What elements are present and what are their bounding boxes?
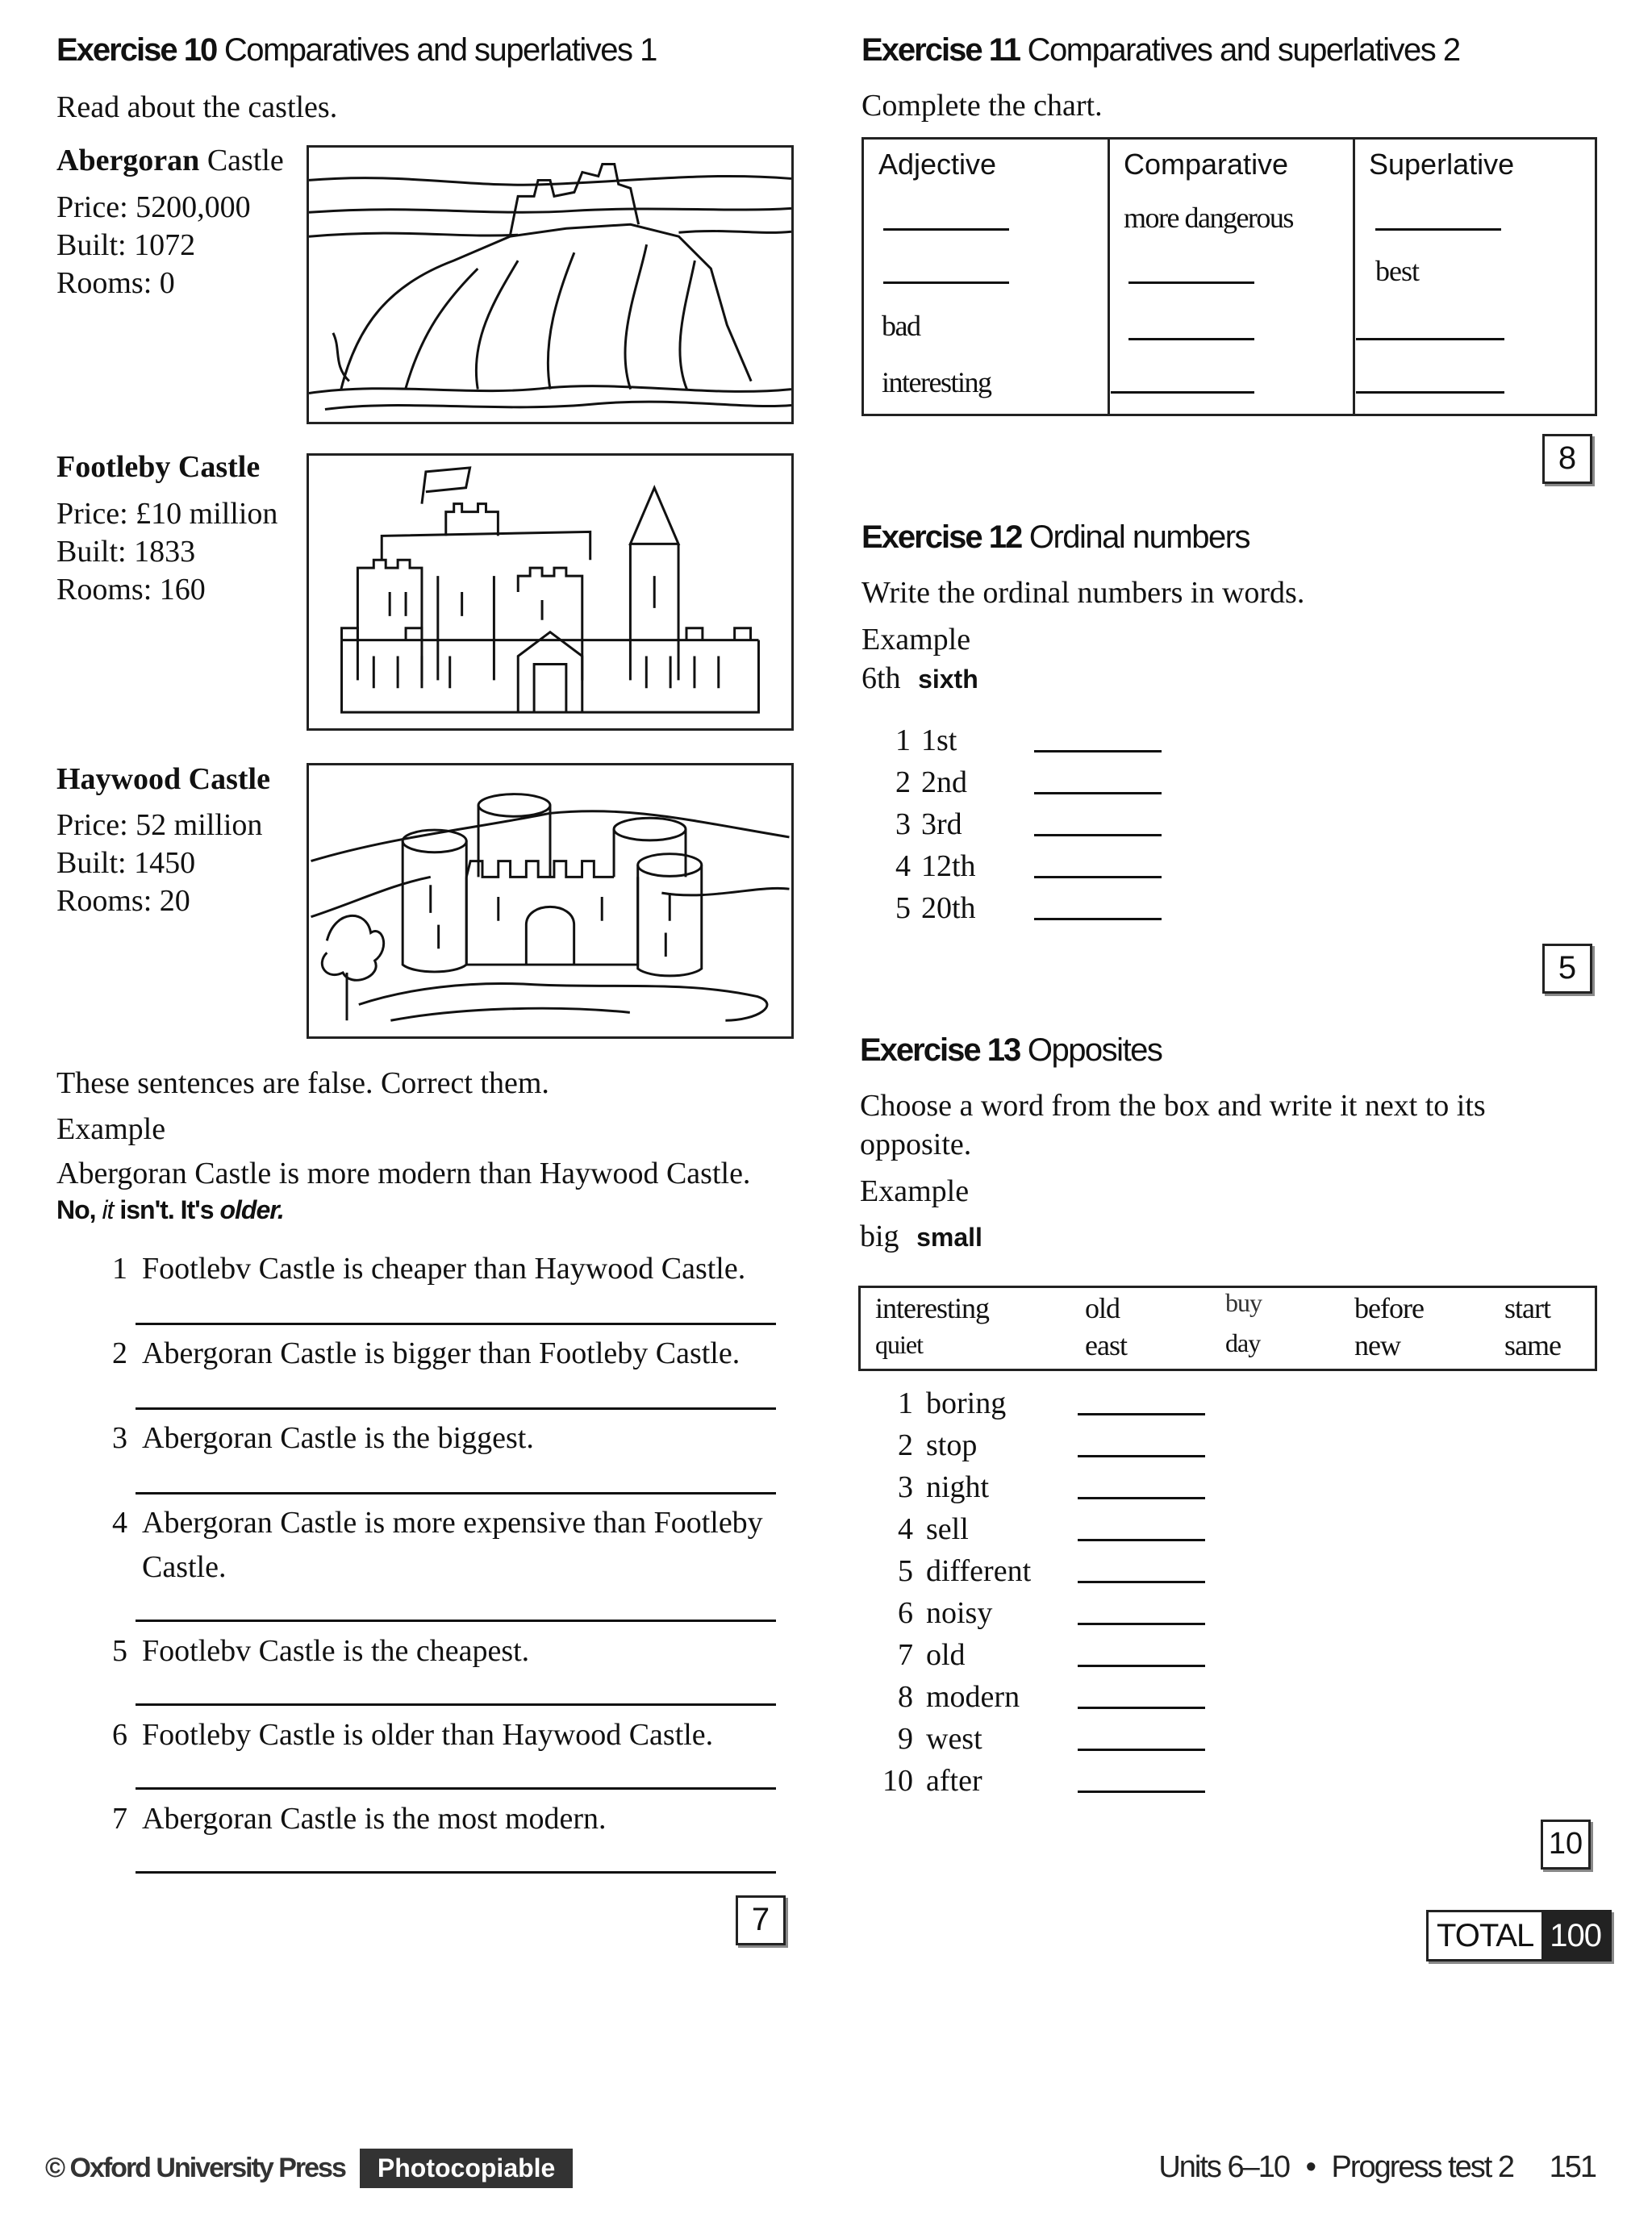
ex10-heading [56,32,657,69]
castle-1-price: Price: 5200,000 [56,190,251,224]
ex13-title: Opposites [1027,1032,1162,1068]
ex12-item-3 [895,807,1010,842]
ex13-item-10 [873,1763,982,1799]
item-text: Footleby Castle is older than Haywood Castle. [142,1718,714,1752]
item-text: Footlebv Castle is cheaper than Haywood Castle. [142,1252,746,1286]
ex13-instruction-line-2: opposite. [860,1128,972,1161]
ex13-answer-line-3[interactable] [1078,1497,1205,1499]
chart-blank[interactable] [1128,281,1254,284]
ex11-number: Exercise 11 [861,32,1020,68]
ex10-score-box: 7 [736,1895,786,1945]
castle-2-price: Price: £10 million [56,497,278,531]
ex13-item-4 [881,1511,969,1547]
item-number: 5 [112,1634,127,1668]
castle-3-rooms: Rooms: 20 [56,884,190,918]
total-value: 100 [1541,1912,1609,1959]
chart-cell: best [1375,255,1419,287]
ex10-answer-line-5[interactable] [136,1703,776,1706]
item-text: sell [926,1512,969,1546]
castle-1-built: Built: 1072 [56,228,196,262]
ex12-score-box: 5 [1542,944,1592,994]
castle-3-name-bold: Haywood Castle [56,762,270,796]
ex12-item-4 [895,848,1010,884]
ex10-item-4-continued: Castle. [142,1550,227,1584]
ex12-example-label: Example [861,623,971,657]
ex13-answer-line-10[interactable] [1078,1791,1205,1793]
castle-1-name [56,142,284,180]
ex13-item-7 [881,1637,966,1673]
item-number: 7 [898,1638,913,1672]
ex12-example-answer: sixth [918,665,978,694]
footer-left [45,2149,573,2188]
ex12-answer-line-2[interactable] [1034,792,1162,794]
ex12-item-2 [895,765,1010,800]
footer-bullet: • [1305,2150,1315,2184]
castle-1-illustration [307,145,794,424]
item-text: 1st [921,723,957,757]
ex13-answer-line-5[interactable] [1078,1581,1205,1583]
copyright-text: © Oxford University Press [45,2153,345,2183]
item-number: 6 [112,1718,127,1752]
box-word: new [1354,1329,1400,1361]
ex12-instruction: Write the ordinal numbers in words. [861,576,1305,610]
item-number: 2 [895,765,911,799]
box-word: start [1504,1292,1550,1324]
ex10-item-6 [95,1716,713,1754]
ex10-example-answer [56,1195,284,1225]
chart-blank[interactable] [883,228,1009,231]
item-number: 2 [112,1336,127,1370]
item-text: 20th [921,891,976,925]
ex13-instruction-line-1: Choose a word from the box and write it next to its [860,1089,1486,1123]
castle-2-name [56,448,260,486]
total-score-box [1426,1910,1612,1961]
castle-1-name-rest: Castle [199,144,284,177]
ex10-answer-line-6[interactable] [136,1787,776,1790]
ex11-score-box: 8 [1542,434,1592,484]
chart-blank[interactable] [1356,391,1504,394]
photocopiable-badge: Photocopiable [360,2149,573,2188]
cliff-castle-drawing [309,148,791,422]
box-word: east [1085,1329,1127,1361]
item-text: after [926,1764,982,1798]
ex10-false-instruction: These sentences are false. Correct them. [56,1066,549,1100]
ex12-answer-line-4[interactable] [1034,876,1162,878]
example-answer-part4: older. [219,1195,284,1224]
example-answer-part3: isn't. It's [113,1195,220,1224]
castle-2-illustration [307,453,794,731]
ex11-title: Comparatives and superlatives 2 [1027,32,1460,68]
chart-divider [1353,140,1355,414]
chart-blank[interactable] [1356,338,1504,340]
item-number: 3 [112,1421,127,1455]
castle-3-price: Price: 52 million [56,808,263,842]
chart-header-comparative: Comparative [1124,148,1289,181]
ex10-item-7 [95,1800,607,1838]
item-number: 4 [895,849,911,883]
ex13-answer-line-9[interactable] [1078,1749,1205,1751]
ex10-title: Comparatives and superlatives 1 [223,32,657,68]
box-word: old [1085,1292,1120,1324]
ex13-item-8 [881,1679,1020,1715]
ex10-item-3 [95,1419,534,1457]
item-text: night [926,1470,990,1504]
page-number: 151 [1549,2150,1596,2184]
ex13-item-1 [881,1386,1006,1421]
item-text: noisy [926,1596,993,1630]
castle-3-built: Built: 1450 [56,846,196,880]
ex13-answer-line-2[interactable] [1078,1455,1205,1457]
box-word: day [1225,1328,1261,1357]
ex13-score-box: 10 [1541,1820,1591,1870]
box-word: before [1354,1292,1424,1324]
example-answer-part1: No, [56,1195,102,1224]
item-text: stop [926,1428,978,1462]
item-number: 4 [898,1512,913,1546]
item-number: 5 [895,891,911,925]
ex12-answer-line-3[interactable] [1034,834,1162,836]
item-text: 12th [921,849,976,883]
item-text: modern [926,1680,1020,1714]
item-text: Footlebv Castle is the cheapest. [142,1634,530,1668]
ex12-answer-line-5[interactable] [1034,918,1162,920]
ex13-answer-line-8[interactable] [1078,1707,1205,1709]
ex11-instruction: Complete the chart. [861,89,1103,123]
ex13-item-2 [881,1428,977,1463]
ex10-example-sentence: Abergoran Castle is more modern than Haywood Castle. [56,1157,751,1190]
ex10-answer-line-4[interactable] [136,1620,776,1622]
item-number: 4 [112,1506,127,1540]
item-text: old [926,1638,966,1672]
box-word: same [1504,1329,1561,1361]
item-number: 3 [895,807,911,841]
item-text: west [926,1722,982,1756]
fortress-castle-drawing [309,456,791,728]
castle-1-rooms: Rooms: 0 [56,266,175,300]
ex12-example-question: 6th [861,661,901,695]
item-text: Abergoran Castle is the most modern. [142,1802,607,1836]
chart-blank[interactable] [1111,391,1254,394]
ex13-item-9 [881,1721,982,1757]
footer-progress-test: Progress test 2 [1331,2150,1514,2184]
ex10-answer-line-2[interactable] [136,1407,776,1410]
castle-3-illustration [307,763,794,1039]
chart-blank[interactable] [1375,228,1501,231]
total-label: TOTAL [1437,1918,1534,1953]
ex13-heading [860,1032,1162,1069]
ex13-item-3 [881,1470,989,1505]
ex13-item-5 [881,1553,1031,1589]
example-answer-part2: it [102,1195,114,1224]
castle-2-name-bold: Footleby Castle [56,450,261,484]
chart-header-superlative: Superlative [1369,148,1515,181]
ex13-example-label: Example [860,1174,970,1208]
item-number: 9 [898,1722,913,1756]
ex10-item-2 [95,1335,740,1373]
ex10-answer-line-7[interactable] [136,1871,776,1874]
ex10-item-4 [95,1504,763,1542]
ex12-heading [861,519,1249,556]
item-number: 10 [882,1764,913,1798]
item-number: 5 [898,1554,913,1588]
ex10-number: Exercise 10 [56,32,217,68]
ex12-item-5 [895,890,1010,926]
ex13-answer-line-6[interactable] [1078,1623,1205,1625]
item-number: 1 [112,1252,127,1286]
ex12-example [861,660,978,698]
item-number: 3 [898,1470,913,1504]
item-number: 8 [898,1680,913,1714]
ex12-item-1 [895,723,1010,758]
ex13-answer-line-1[interactable] [1078,1413,1205,1415]
ex12-answer-line-1[interactable] [1034,750,1162,752]
item-number: 1 [895,723,911,757]
item-text: different [926,1554,1032,1588]
moat-castle-drawing [309,765,791,1036]
ex13-example [860,1218,982,1257]
item-text: Abergoran Castle is bigger than Footleby Castle. [142,1336,740,1370]
chart-cell: more dangerous [1124,202,1293,234]
castle-1-name-bold: Abergoran [56,144,200,177]
ex10-item-5 [95,1632,529,1670]
ex13-number: Exercise 13 [860,1032,1020,1068]
item-text: Abergoran Castle is the biggest. [142,1421,534,1455]
footer-right [1158,2150,1596,2185]
chart-divider [1108,140,1110,414]
ex11-chart-table [861,137,1597,416]
ex12-number: Exercise 12 [861,519,1022,555]
item-text: Abergoran Castle is more expensive than Footleby [142,1506,763,1540]
item-number: 1 [898,1386,913,1420]
ex10-example-label: Example [56,1112,166,1146]
chart-header-adjective: Adjective [878,148,997,181]
item-number: 2 [898,1428,913,1462]
ex13-word-box [858,1286,1597,1371]
chart-blank[interactable] [883,281,1009,284]
item-number: 6 [898,1596,913,1630]
ex10-instruction: Read about the castles. [56,90,338,124]
ex10-answer-line-1[interactable] [136,1323,776,1325]
box-word: buy [1225,1288,1262,1317]
ex10-answer-line-3[interactable] [136,1492,776,1495]
castle-2-rooms: Rooms: 160 [56,573,206,607]
ex12-title: Ordinal numbers [1028,519,1250,555]
chart-cell: interesting [882,366,991,398]
ex13-answer-line-4[interactable] [1078,1539,1205,1541]
ex13-answer-line-7[interactable] [1078,1665,1205,1667]
item-text: 2nd [921,765,967,799]
ex13-example-question: big [860,1219,899,1253]
box-word: quiet [875,1330,923,1359]
chart-cell: bad [882,310,920,342]
ex10-item-1 [95,1250,745,1288]
ex13-item-6 [881,1595,992,1631]
ex11-heading [861,32,1460,69]
item-number: 7 [112,1802,127,1836]
ex13-example-answer: small [916,1223,982,1252]
item-text: boring [926,1386,1007,1420]
box-word: interesting [875,1292,989,1324]
chart-blank[interactable] [1128,338,1254,340]
footer-units: Units 6–10 [1158,2150,1290,2184]
castle-2-built: Built: 1833 [56,535,196,569]
castle-3-name [56,761,270,798]
item-text: 3rd [921,807,962,841]
